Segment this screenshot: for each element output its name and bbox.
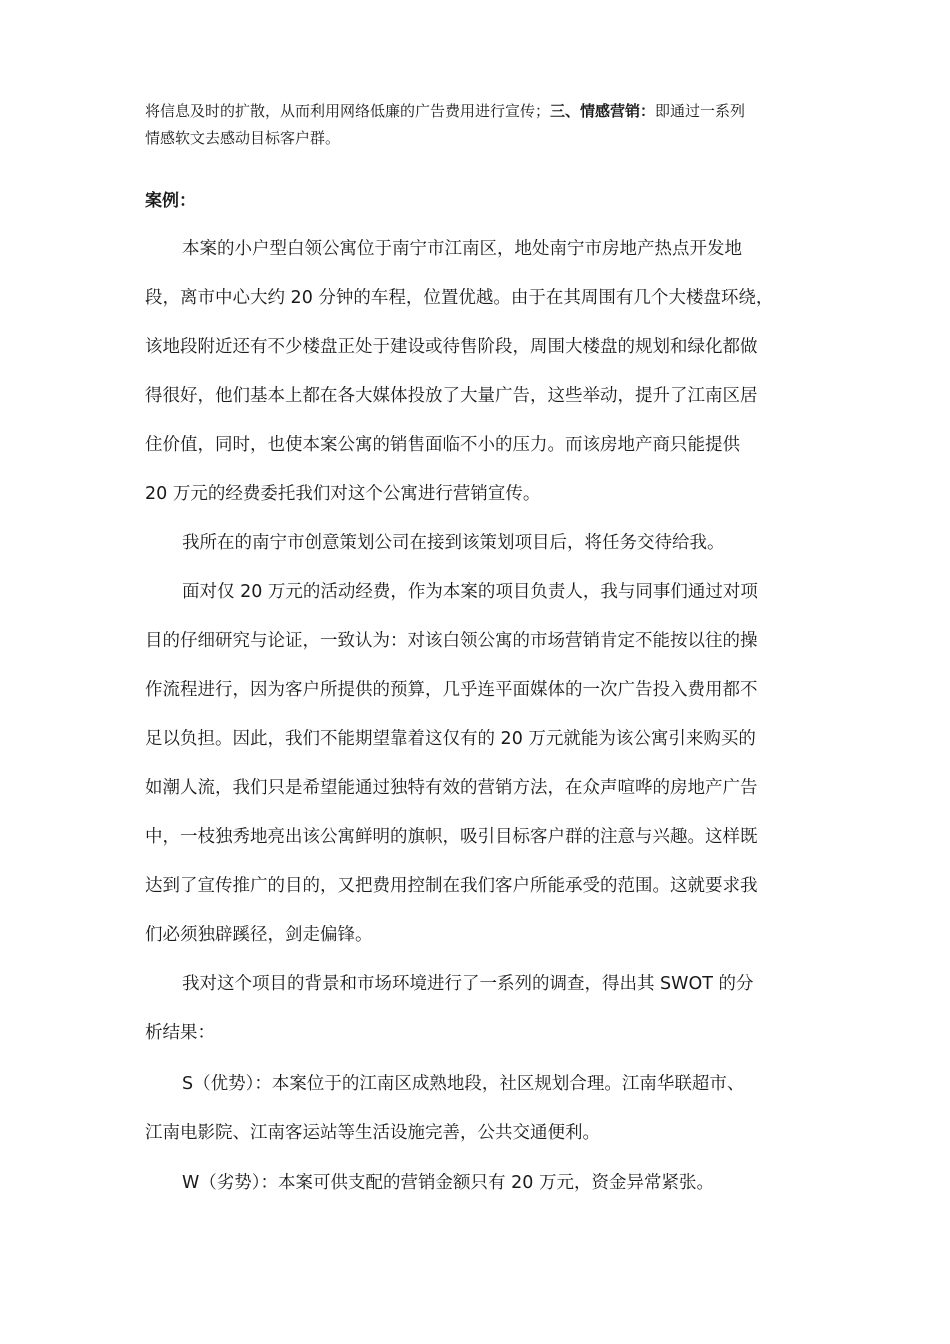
paragraph-line: 住价值，同时，也使本案公寓的销售面临不小的压力。而该房地产商只能提供 — [145, 435, 740, 455]
intro-paragraph — [145, 98, 815, 152]
intro-text-c: 即通过一系列 — [655, 102, 746, 120]
paragraph-line: 如潮人流，我们只是希望能通过独特有效的营销方法，在众声喧哗的房地产广告 — [145, 778, 758, 798]
paragraph-line: 达到了宣传推广的目的，又把费用控制在我们客户所能承受的范围。这就要求我 — [145, 876, 758, 896]
case-heading: 案例： — [145, 191, 196, 211]
paragraph-line: 得很好，他们基本上都在各大媒体投放了大量广告，这些举动，提升了江南区居 — [145, 386, 758, 406]
paragraph-line: 该地段附近还有不少楼盘正处于建设或待售阶段，周围大楼盘的规划和绿化都做 — [145, 337, 758, 357]
paragraph-line: 本案的小户型白领公寓位于南宁市江南区，地处南宁市房地产热点开发地 — [182, 239, 742, 259]
paragraph-line: 作流程进行，因为客户所提供的预算，几乎连平面媒体的一次广告投入费用都不 — [145, 680, 758, 700]
paragraph-line: 足以负担。因此，我们不能期望靠着这仅有的 20 万元就能为该公寓引来购买的 — [145, 729, 756, 749]
intro-text-a: 将信息及时的扩散，从而利用网络低廉的广告费用进行宣传； — [145, 102, 551, 120]
paragraph-line: 20 万元的经费委托我们对这个公寓进行营销宣传。 — [145, 484, 541, 504]
paragraph-line: S（优势）：本案位于的江南区成熟地段，社区规划合理。江南华联超市、 — [182, 1074, 745, 1094]
intro-line-1 — [145, 98, 815, 125]
paragraph-line: 我对这个项目的背景和市场环境进行了一系列的调查，得出其 SWOT 的分 — [182, 974, 754, 994]
emotional-marketing-label: 三、情感营销： — [550, 102, 656, 120]
paragraph-line: 段，离市中心大约 20 分钟的车程，位置优越。由于在其周围有几个大楼盘环绕， — [145, 288, 774, 308]
paragraph-line: W（劣势）：本案可供支配的营销金额只有 20 万元，资金异常紧张。 — [182, 1173, 714, 1193]
intro-line-2: 情感软文去感动目标客户群。 — [145, 129, 341, 147]
paragraph-line: 目的仔细研究与论证，一致认为：对该白领公寓的市场营销肯定不能按以往的操 — [145, 631, 758, 651]
paragraph-line: 江南电影院、江南客运站等生活设施完善，公共交通便利。 — [145, 1123, 600, 1143]
paragraph-line: 析结果： — [145, 1023, 215, 1043]
paragraph-line: 我所在的南宁市创意策划公司在接到该策划项目后，将任务交待给我。 — [182, 533, 725, 553]
paragraph-line: 中，一枝独秀地亮出该公寓鲜明的旗帜，吸引目标客户群的注意与兴趣。这样既 — [145, 827, 758, 847]
paragraph-line: 面对仅 20 万元的活动经费，作为本案的项目负责人，我与同事们通过对项 — [182, 582, 758, 602]
paragraph-line: 们必须独辟蹊径，剑走偏锋。 — [145, 925, 373, 945]
